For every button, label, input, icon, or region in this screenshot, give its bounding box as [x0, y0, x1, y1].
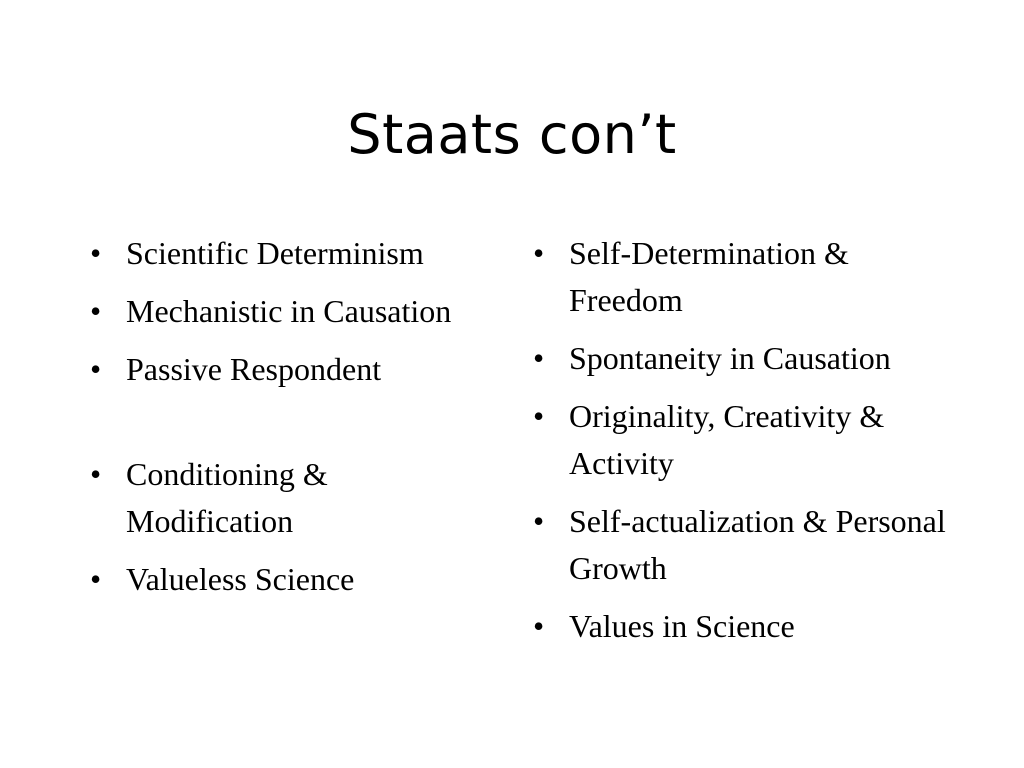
bullet-icon: •: [90, 293, 102, 329]
list-item: [90, 230, 470, 277]
list-item: [533, 230, 953, 324]
slide-title: Staats con’t: [347, 103, 677, 166]
list-item: [90, 346, 470, 393]
bullet-icon: •: [90, 561, 102, 597]
left-item-passive-respondent: Passive Respondent: [126, 351, 382, 387]
left-item-mechanistic-in-causation: Mechanistic in Causation: [126, 293, 452, 329]
left-bullet-list: [90, 230, 470, 614]
bullet-icon: •: [90, 351, 102, 387]
list-item: [90, 556, 470, 603]
bullet-icon: •: [533, 608, 545, 644]
left-item-valueless-science: Valueless Science: [126, 561, 355, 597]
list-item: [533, 498, 953, 592]
bullet-icon: •: [90, 235, 102, 271]
right-bullet-list: [533, 230, 953, 661]
list-item: [533, 335, 953, 382]
bullet-icon: •: [533, 235, 545, 271]
left-item-scientific-determinism: Scientific Determinism: [126, 235, 424, 271]
right-item-originality-creativity-activity: Originality, Creativity & Activity: [569, 398, 885, 481]
right-item-values-in-science: Values in Science: [569, 608, 795, 644]
right-item-spontaneity-in-causation: Spontaneity in Causation: [569, 340, 891, 376]
left-item-conditioning-modification: Conditioning & Modification: [126, 456, 328, 539]
bullet-icon: •: [533, 340, 545, 376]
list-item: [90, 288, 470, 335]
right-item-self-determination-freedom: Self-Determination & Freedom: [569, 235, 849, 318]
list-item: [90, 451, 470, 545]
bullet-icon: •: [90, 456, 102, 492]
bullet-icon: •: [533, 503, 545, 539]
list-item: [533, 393, 953, 487]
right-item-self-actualization-personal-growth: Self-actualization & Personal Growth: [569, 503, 946, 586]
bullet-icon: •: [533, 398, 545, 434]
list-item: [533, 603, 953, 650]
